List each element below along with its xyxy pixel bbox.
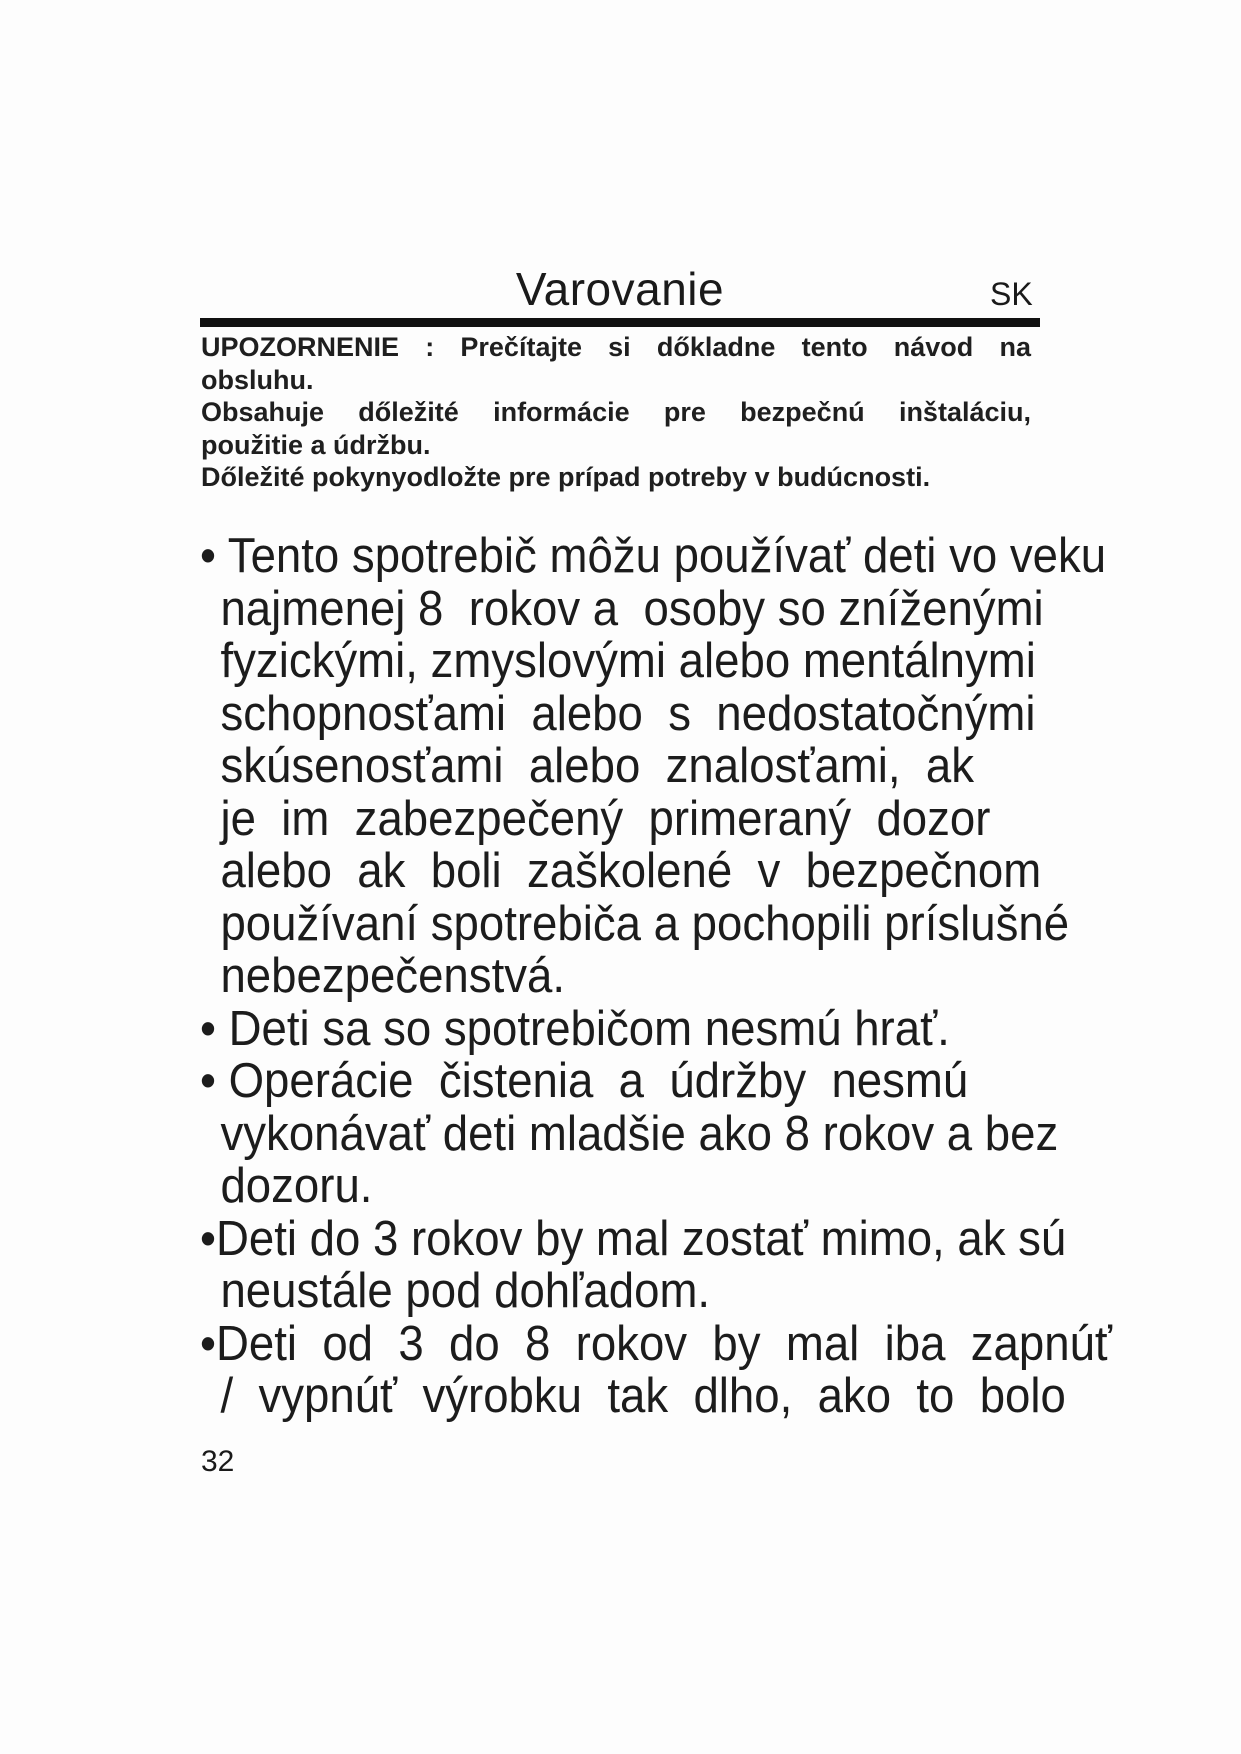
bullet-line: dozoru. (220, 1159, 373, 1213)
bullet-line: nebezpečenstvá. (220, 949, 566, 1003)
bullet-line: najmenej 8 rokov a osoby so zníženými (220, 581, 1044, 636)
bullet-line: •Deti do 3 rokov by mal zostať mimo, ak sú (200, 1211, 1067, 1266)
safety-bullet-list (200, 529, 1113, 1423)
bullet-line: fyzickými, zmyslovými alebo mentálnymi (220, 634, 1036, 688)
page-number: 32 (201, 1445, 235, 1478)
warning-line: Obsahuje dőležité informácie pre bezpečnú inštaláciu, (201, 397, 1031, 427)
warning-line: obsluhu. (201, 364, 314, 395)
bullet-line: alebo ak boli zaškolené v bezpečnom (220, 844, 1042, 898)
bullet-line: • Deti sa so spotrebičom nesmú hrať. (200, 1001, 950, 1056)
warning-line: Dőležité pokynyodložte pre prípad potreby v budúcnosti. (201, 462, 931, 492)
bullet-line: / vypnúť výrobku tak dlho, ako to bolo (220, 1369, 1066, 1423)
warning-line: použitie a údržbu. (201, 429, 431, 460)
warning-block (201, 331, 1031, 494)
warning-line: UPOZORNENIE : Prečítajte si dőkladne tento návod na (201, 332, 1031, 362)
title-divider (200, 318, 1040, 327)
page-title: Varovanie (515, 263, 725, 315)
bullet-line: • Tento spotrebič môžu používať deti vo veku (200, 529, 1107, 583)
bullet-line: používaní spotrebiča a pochopili príslušné (220, 896, 1070, 951)
bullet-line: neustále pod dohľadom. (220, 1264, 711, 1318)
bullet-line: skúsenosťami alebo znalosťami, ak (220, 739, 974, 793)
bullet-line: vykonávať deti mladšie ako 8 rokov a bez (220, 1106, 1059, 1161)
bullet-line: • Operácie čistenia a údržby nesmú (200, 1054, 969, 1108)
bullet-line: •Deti od 3 do 8 rokov by mal iba zapnúť (200, 1316, 1113, 1371)
bullet-line: je im zabezpečený primeraný dozor (220, 791, 991, 846)
bullet-line: schopnosťami alebo s nedostatočnými (220, 686, 1036, 741)
language-code: SK (990, 276, 1033, 312)
